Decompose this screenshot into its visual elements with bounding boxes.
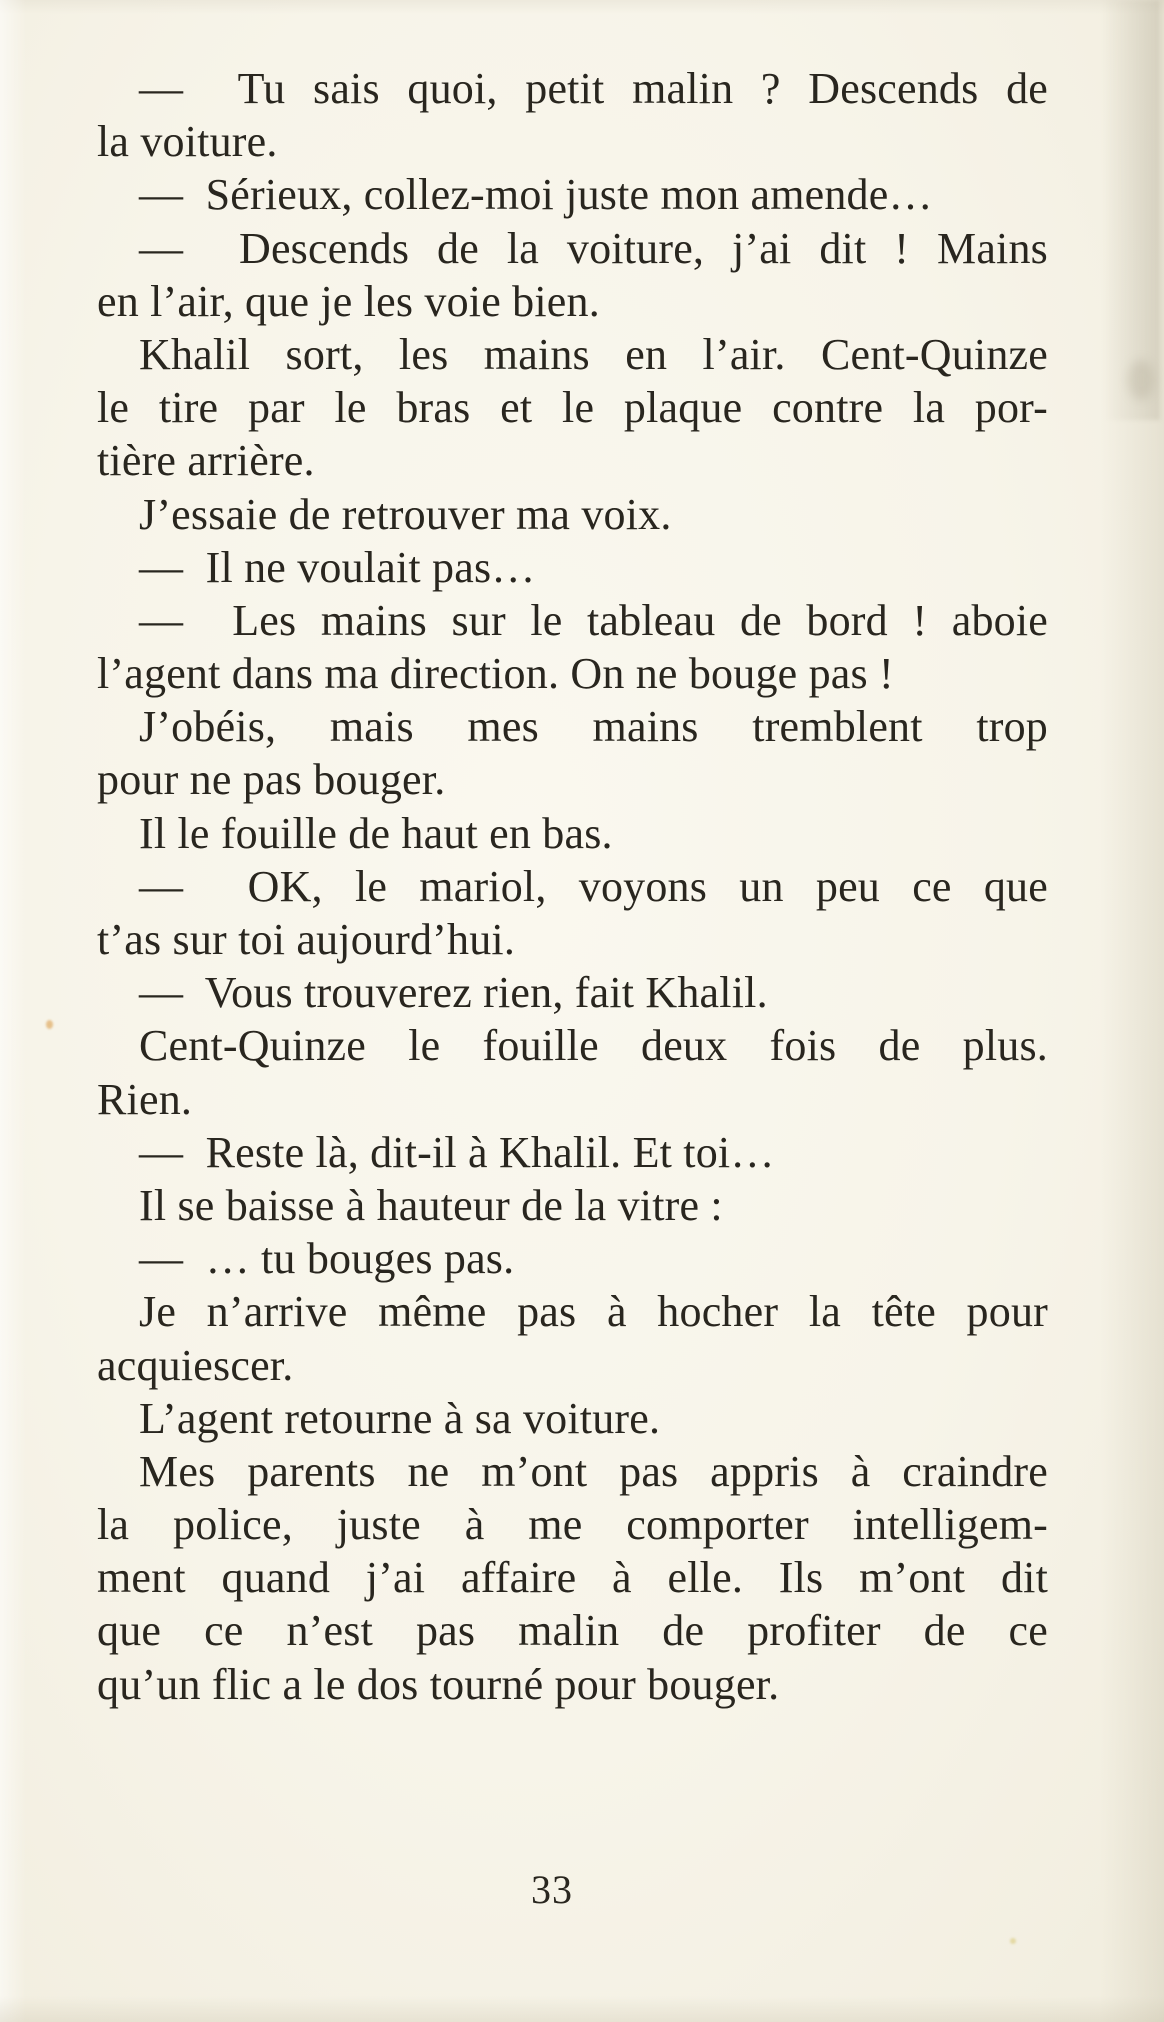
text-line: t’as sur toi aujourd’hui. [97, 915, 516, 964]
scan-speck [1010, 1938, 1016, 1944]
text-line: tière arrière. [97, 436, 315, 486]
text-line: — Sérieux, collez-moi juste mon amende… [139, 170, 933, 220]
text-line: Cent-Quinze le fouille deux fois de plus. [139, 1021, 1048, 1071]
page-text [97, 62, 1048, 1711]
text-line: Khalil sort, les mains en l’air. Cent-Quinze [139, 329, 1048, 379]
scan-edge-top [0, 0, 1164, 14]
text-line: L’agent retourne à sa voiture. [139, 1393, 661, 1443]
text-line: Il se baisse à hauteur de la vitre : [139, 1180, 723, 1230]
text-line: J’obéis, mais mes mains tremblent trop [139, 702, 1048, 752]
text-line: Mes parents ne m’ont pas appris à craindre [139, 1446, 1048, 1496]
text-line: pour ne pas bouger. [97, 755, 446, 805]
scan-edge-right [1100, 0, 1164, 2022]
text-line: — Tu sais quoi, petit malin ? Descends de [139, 64, 1048, 113]
text-line: Rien. [97, 1074, 193, 1124]
text-line: qu’un flic a le dos tourné pour bouger. [97, 1659, 780, 1709]
text-line: — OK, le mariol, voyons un peu ce que [139, 861, 1048, 911]
text-line: — … tu bouges pas. [139, 1234, 515, 1284]
scan-shadow-top-right [1104, 0, 1160, 420]
scan-smudge [1128, 360, 1154, 400]
scan-speck [46, 1020, 53, 1029]
text-line: le tire par le bras et le plaque contre la por- [97, 383, 1048, 433]
text-line: Je n’arrive même pas à hocher la tête pour [139, 1287, 1048, 1337]
text-line: Il le fouille de haut en bas. [139, 808, 613, 858]
text-line: — Il ne voulait pas… [139, 542, 536, 592]
text-line: — Reste là, dit-il à Khalil. Et toi… [139, 1127, 775, 1177]
text-line: en l’air, que je les voie bien. [97, 276, 600, 326]
text-line: — Les mains sur le tableau de bord ! aboie [139, 595, 1048, 645]
text-line: l’agent dans ma direction. On ne bouge pas ! [97, 649, 894, 699]
text-line: que ce n’est pas malin de profiter de ce [97, 1606, 1048, 1656]
text-line: acquiescer. [97, 1340, 294, 1390]
text-line: la voiture. [97, 117, 278, 167]
text-line: — Vous trouverez rien, fait Khalil. [139, 968, 768, 1018]
text-line: ment quand j’ai affaire à elle. Ils m’ont dit [97, 1553, 1048, 1603]
page-number: 33 [531, 1867, 573, 1912]
text-line: J’essaie de retrouver ma voix. [139, 489, 672, 539]
text-line: la police, juste à me comporter intelligem- [97, 1500, 1048, 1550]
scan-edge-bottom [0, 1996, 1164, 2022]
scan-edge-left [0, 0, 26, 2022]
text-line: — Descends de la voiture, j’ai dit ! Mains [139, 223, 1048, 273]
